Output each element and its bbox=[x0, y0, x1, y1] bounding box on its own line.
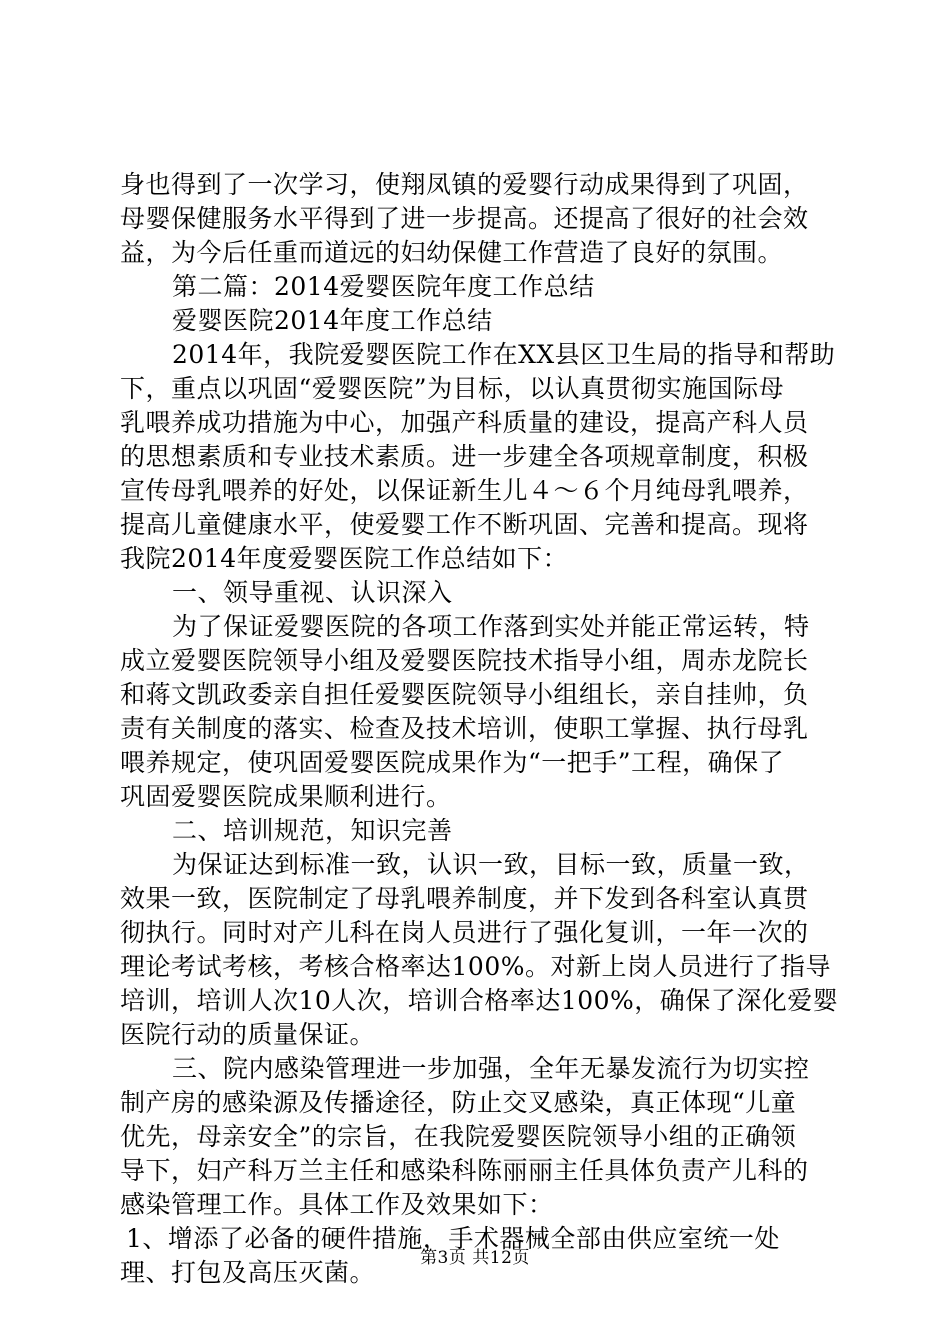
section-heading: 三、院内感染管理进一步加强，全年无暴发流行为切实控 bbox=[172, 1054, 810, 1083]
text-line: 宣传母乳喂养的好处，以保证新生儿４～６个月纯母乳喂养， bbox=[120, 476, 809, 505]
document-title: 爱婴医院2014年度工作总结 bbox=[172, 306, 493, 335]
section-heading: 二、培训规范，知识完善 bbox=[172, 816, 453, 845]
text-line: 的思想素质和专业技术素质。进一步建全各项规章制度，积极 bbox=[120, 442, 809, 471]
text-line: 母婴保健服务水平得到了进一步提高。还提高了很好的社会效 bbox=[120, 204, 809, 233]
text-line: 感染管理工作。具体工作及效果如下： bbox=[120, 1190, 554, 1219]
text-line: 我院2014年度爱婴医院工作总结如下： bbox=[120, 544, 569, 573]
text-line: 为了保证爱婴医院的各项工作落到实处并能正常运转，特 bbox=[172, 612, 810, 641]
text-line: 为保证达到标准一致，认识一致，目标一致，质量一致， bbox=[172, 850, 810, 879]
page-number-footer: 第3页 共12页 bbox=[420, 1248, 530, 1268]
text-line: 和蒋文凯政委亲自担任爱婴医院领导小组组长，亲自挂帅，负 bbox=[120, 680, 809, 709]
text-line: 理、打包及高压灭菌。 bbox=[120, 1258, 376, 1287]
text-line: 效果一致，医院制定了母乳喂养制度，并下发到各科室认真贯 bbox=[120, 884, 809, 913]
section-heading: 一、领导重视、认识深入 bbox=[172, 578, 453, 607]
text-line: 巩固爱婴医院成果顺利进行。 bbox=[120, 782, 452, 811]
text-line: 培训，培训人次10人次，培训合格率达100%，确保了深化爱婴 bbox=[120, 986, 839, 1015]
text-line: 理论考试考核，考核合格率达100%。对新上岗人员进行了指导 bbox=[120, 952, 831, 981]
section-title: 第二篇：2014爱婴医院年度工作总结 bbox=[172, 272, 595, 301]
text-line: 身也得到了一次学习，使翔凤镇的爱婴行动成果得到了巩固， bbox=[120, 170, 809, 199]
document-body bbox=[120, 168, 839, 1290]
text-line: 提高儿童健康水平，使爱婴工作不断巩固、完善和提高。现将 bbox=[120, 510, 809, 539]
text-line: 2014年，我院爱婴医院工作在XX县区卫生局的指导和帮助 bbox=[172, 340, 836, 369]
text-line: 乳喂养成功措施为中心，加强产科质量的建设，提高产科人员 bbox=[120, 408, 809, 437]
text-line: 导下，妇产科万兰主任和感染科陈丽丽主任具体负责产儿科的 bbox=[120, 1156, 809, 1185]
text-line: 优先，母亲安全”的宗旨，在我院爱婴医院领导小组的正确领 bbox=[120, 1122, 797, 1151]
list-item: 1、增添了必备的硬件措施，手术器械全部由供应室统一处 bbox=[126, 1224, 780, 1253]
text-line: 喂养规定，使巩固爱婴医院成果作为“一把手”工程，确保了 bbox=[120, 748, 785, 777]
text-line: 益，为今后任重而道远的妇幼保健工作营造了良好的氛围。 bbox=[120, 238, 784, 267]
text-line: 彻执行。同时对产儿科在岗人员进行了强化复训，一年一次的 bbox=[120, 918, 809, 947]
text-line: 制产房的感染源及传播途径，防止交叉感染，真正体现“儿童 bbox=[120, 1088, 797, 1117]
text-line: 责有关制度的落实、检查及技术培训，使职工掌握、执行母乳 bbox=[120, 714, 809, 743]
text-line: 医院行动的质量保证。 bbox=[120, 1020, 376, 1049]
text-line: 成立爱婴医院领导小组及爱婴医院技术指导小组，周赤龙院长 bbox=[120, 646, 809, 675]
text-line: 下，重点以巩固“爱婴医院”为目标，以认真贯彻实施国际母 bbox=[120, 374, 785, 403]
